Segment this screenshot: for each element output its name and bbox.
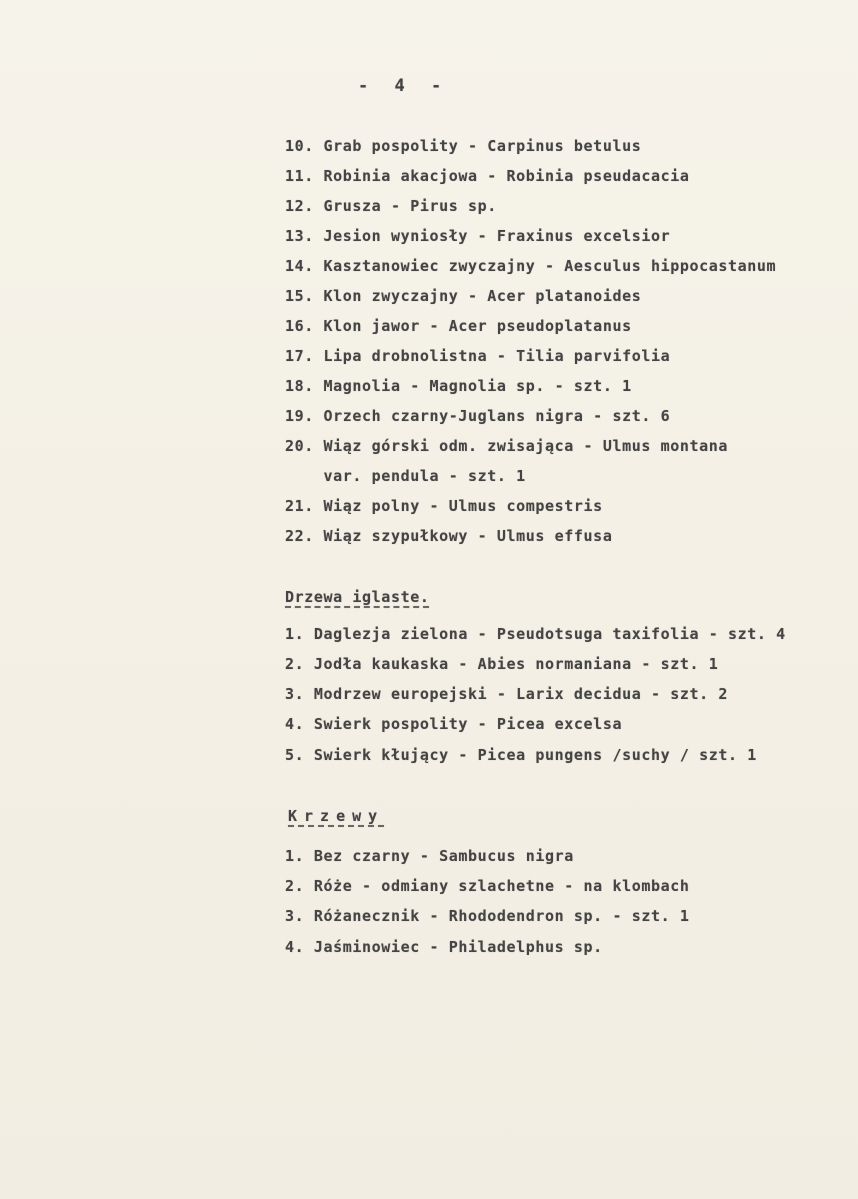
list-item: 11. Robinia akacjowa - Robinia pseudacacia (285, 167, 690, 185)
list-item: 3. Różanecznik - Rhododendron sp. - szt. 1 (285, 907, 690, 925)
list-item: 1. Bez czarny - Sambucus nigra (285, 847, 574, 865)
list-item: 5. Swierk kłujący - Picea pungens /suchy / szt. 1 (285, 746, 757, 764)
list-item: 3. Modrzew europejski - Larix decidua - szt. 2 (285, 685, 729, 703)
list-item: 19. Orzech czarny-Juglans nigra - szt. 6 (285, 407, 671, 425)
list-item: 2. Róże - odmiany szlachetne - na klombach (285, 877, 690, 895)
list-item: 10. Grab pospolity - Carpinus betulus (285, 137, 642, 155)
page-number: - 4 - (358, 76, 450, 96)
list-item: 20. Wiąz górski odm. zwisająca - Ulmus montana (285, 437, 729, 455)
list-item: 15. Klon zwyczajny - Acer platanoides (285, 287, 642, 305)
list-item: 14. Kasztanowiec zwyczajny - Aesculus hippocastanum (285, 257, 777, 275)
list-item: 4. Swierk pospolity - Picea excelsa (285, 715, 623, 733)
list-item: var. pendula - szt. 1 (285, 467, 526, 485)
list-item: 1. Daglezja zielona - Pseudotsuga taxifolia - szt. 4 (285, 625, 786, 643)
list-item: 4. Jaśminowiec - Philadelphus sp. (285, 938, 603, 956)
list-item: 18. Magnolia - Magnolia sp. - szt. 1 (285, 377, 632, 395)
list-item: 13. Jesion wyniosły - Fraxinus excelsior (285, 227, 671, 245)
list-item: 22. Wiąz szypułkowy - Ulmus effusa (285, 527, 613, 545)
list-item: 21. Wiąz polny - Ulmus compestris (285, 497, 603, 515)
shrubs-heading: Krzewy (288, 807, 385, 825)
list-item: 16. Klon jawor - Acer pseudoplatanus (285, 317, 632, 335)
list-item: 17. Lipa drobnolistna - Tilia parvifolia (285, 347, 671, 365)
list-item: 12. Grusza - Pirus sp. (285, 197, 497, 215)
conifers-heading: Drzewa iglaste. (285, 588, 430, 606)
list-item: 2. Jodła kaukaska - Abies normaniana - szt. 1 (285, 655, 719, 673)
